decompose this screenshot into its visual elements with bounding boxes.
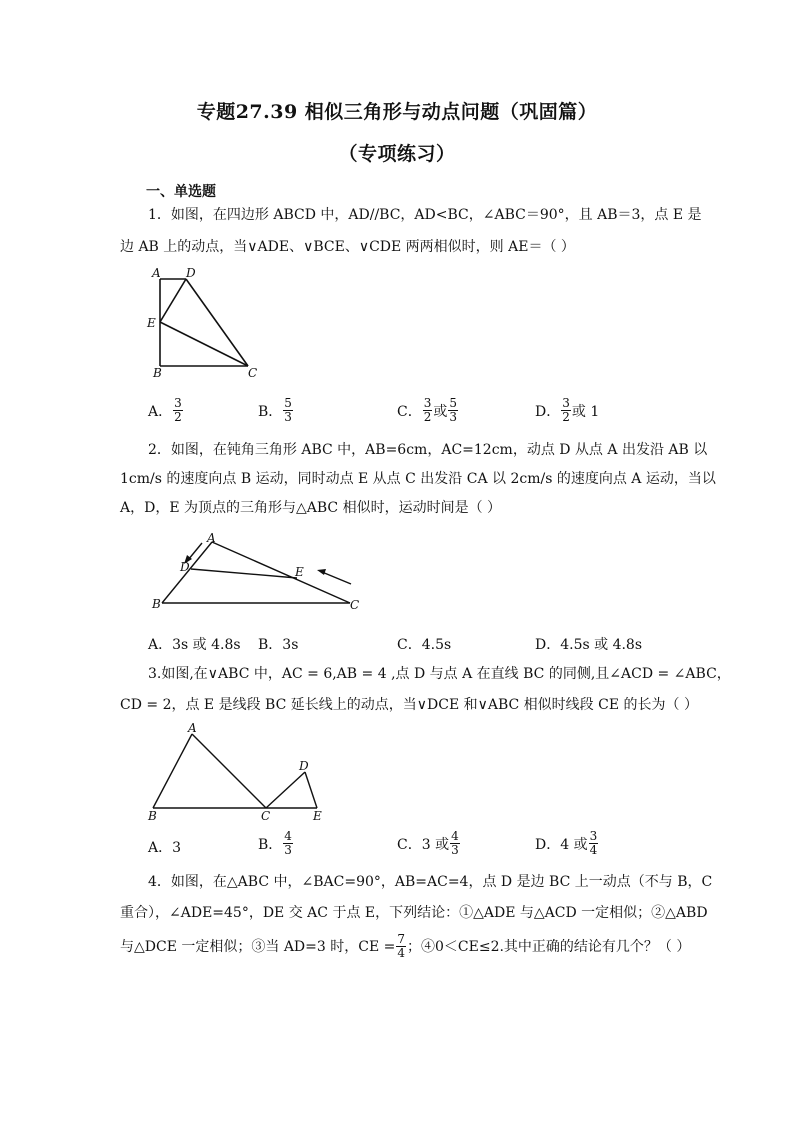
q3-option-d-num: 3 <box>589 829 598 843</box>
q3-option-d-letter: D．4 或 <box>535 836 588 853</box>
section-heading: 一、单选题 <box>146 184 216 200</box>
q1-option-a-fraction <box>173 397 183 424</box>
q3-option-b-num: 4 <box>284 829 292 843</box>
q2-option-a[interactable]: A．3s 或 4.8s <box>148 637 241 653</box>
q3-option-b-letter: B． <box>258 836 283 853</box>
q1-option-a-num: 3 <box>174 396 182 410</box>
page-subtitle: （专项练习） <box>338 143 456 165</box>
q1-text-line2: 边 AB 上的动点，当∨ADE、∨BCE、∨CDE 两两相似时，则 AE＝（ ） <box>120 239 575 255</box>
q1-option-d-fraction <box>561 397 571 424</box>
q3-option-d[interactable] <box>535 830 599 857</box>
q3-option-b-fraction <box>283 830 293 857</box>
q3-figure <box>145 720 345 823</box>
q3-label-e: E <box>313 809 322 823</box>
q4-text-line3 <box>120 932 691 960</box>
q1-option-b-fraction <box>283 397 293 424</box>
q1-option-a[interactable] <box>148 397 184 424</box>
q1-label-c: C <box>248 366 258 380</box>
q1-option-c-den1: 2 <box>423 410 432 424</box>
q3-label-c: C <box>261 809 271 823</box>
q1-option-d-tail: 或 1 <box>571 403 600 420</box>
q2-label-a: A <box>207 531 216 545</box>
q4-text-line3-a: 与△DCE 一定相似；③当 AD=3 时，CE = <box>120 938 396 955</box>
q1-option-b-num: 5 <box>284 396 292 410</box>
q3-option-d-den: 4 <box>589 843 598 857</box>
q1-option-c[interactable] <box>397 397 459 424</box>
q1-option-b-den: 3 <box>284 410 292 424</box>
q2-arrowhead-e <box>317 569 326 575</box>
q1-label-e: E <box>147 316 156 330</box>
q2-option-d[interactable]: D．4.5s 或 4.8s <box>535 637 643 653</box>
q1-figure <box>140 262 280 382</box>
q4-fraction-num: 7 <box>397 932 405 946</box>
q1-option-c-fraction1 <box>423 397 433 424</box>
q2-arrow-e <box>322 572 351 584</box>
q3-option-b[interactable] <box>258 830 294 857</box>
q3-label-b: B <box>148 809 157 823</box>
q3-option-c-letter: C．3 或 <box>397 836 450 853</box>
q3-option-c-num: 4 <box>451 829 459 843</box>
q2-text-line2: 1cm/s 的速度向点 B 运动，同时动点 E 从点 C 出发沿 CA 以 2cm/s 的速度向点 A 运动，当以 <box>120 471 716 487</box>
q2-label-d: D <box>180 560 190 574</box>
q3-option-a[interactable]: A．3 <box>148 840 182 856</box>
q1-option-c-fraction2 <box>448 397 458 424</box>
q4-fraction <box>396 933 406 960</box>
q1-label-a: A <box>152 266 161 280</box>
q1-edge-ec <box>160 322 248 366</box>
q1-option-c-num2: 5 <box>449 396 457 410</box>
q2-option-b[interactable]: B．3s <box>258 637 299 653</box>
q1-edge-dc <box>186 279 248 366</box>
q3-edge-ab <box>153 734 192 808</box>
q2-label-e: E <box>295 565 304 579</box>
q3-option-b-den: 3 <box>284 843 292 857</box>
q3-option-c-den: 3 <box>451 843 459 857</box>
q2-label-c: C <box>350 598 360 612</box>
q1-option-c-letter: C． <box>397 403 422 420</box>
q1-option-c-den2: 3 <box>449 410 457 424</box>
q1-label-b: B <box>153 366 162 380</box>
q1-option-d-den: 2 <box>562 410 570 424</box>
q3-edge-de <box>305 772 317 808</box>
q1-option-b[interactable] <box>258 397 294 424</box>
q2-text-line3: A，D，E 为顶点的三角形与△ABC 相似时，运动时间是（ ） <box>120 500 502 516</box>
q3-text-line2: CD = 2，点 E 是线段 BC 延长线上的动点，当∨DCE 和∨ABC 相似时线段 CE 的长为（ ） <box>120 697 698 713</box>
q2-figure <box>150 530 380 616</box>
q3-option-d-fraction <box>589 830 599 857</box>
q1-option-b-letter: B． <box>258 403 283 420</box>
q1-options <box>148 397 668 427</box>
q2-label-b: B <box>152 597 161 611</box>
q3-label-d: D <box>299 759 309 773</box>
q4-text-line2: 重合），∠ADE=45°，DE 交 AC 于点 E，下列结论：①△ADE 与△ACD 一定相似；②△ABD <box>120 905 708 921</box>
q4-text-line3-b: ；④0＜CE≤2.其中正确的结论有几个？（ ） <box>407 938 691 955</box>
q3-edge-ac <box>192 734 266 808</box>
page-title: 专题27.39 相似三角形与动点问题（巩固篇） <box>196 101 598 123</box>
q3-option-c-fraction <box>450 830 460 857</box>
q2-options <box>148 634 668 654</box>
q2-text-line1: 2．如图，在钝角三角形 ABC 中，AB=6cm，AC=12cm，动点 D 从点 A 出发沿 AB 以 <box>148 442 708 458</box>
q3-options <box>148 830 668 860</box>
q1-option-d[interactable] <box>535 397 599 424</box>
q4-fraction-den: 4 <box>397 946 405 960</box>
q1-option-a-letter: A． <box>148 403 173 420</box>
q1-text-line1: 1．如图，在四边形 ABCD 中，AD//BC，AD<BC，∠ABC＝90°，且 AB＝3，点 E 是 <box>148 207 702 223</box>
q1-edge-ed <box>160 279 186 322</box>
q3-label-a: A <box>188 721 197 735</box>
q1-option-c-or: 或 <box>433 403 448 420</box>
q1-option-a-den: 2 <box>174 410 182 424</box>
q3-edge-cd <box>266 772 305 808</box>
q3-text-line1: 3.如图,在∨ABC 中，AC = 6,AB = 4 ,点 D 与点 A 在直线 BC 的同侧,且∠ACD = ∠ABC， <box>148 666 731 682</box>
q2-option-c[interactable]: C．4.5s <box>397 637 452 653</box>
q1-option-c-num1: 3 <box>423 396 432 410</box>
q1-option-d-num: 3 <box>562 396 570 410</box>
q4-text-line1: 4．如图，在△ABC 中，∠BAC=90°，AB=AC=4，点 D 是边 BC 上一动点（不与 B，C <box>148 874 713 890</box>
q1-label-d: D <box>186 266 196 280</box>
q2-edge-de <box>191 569 297 578</box>
q3-option-c[interactable] <box>397 830 461 857</box>
q1-option-d-letter: D． <box>535 403 561 420</box>
